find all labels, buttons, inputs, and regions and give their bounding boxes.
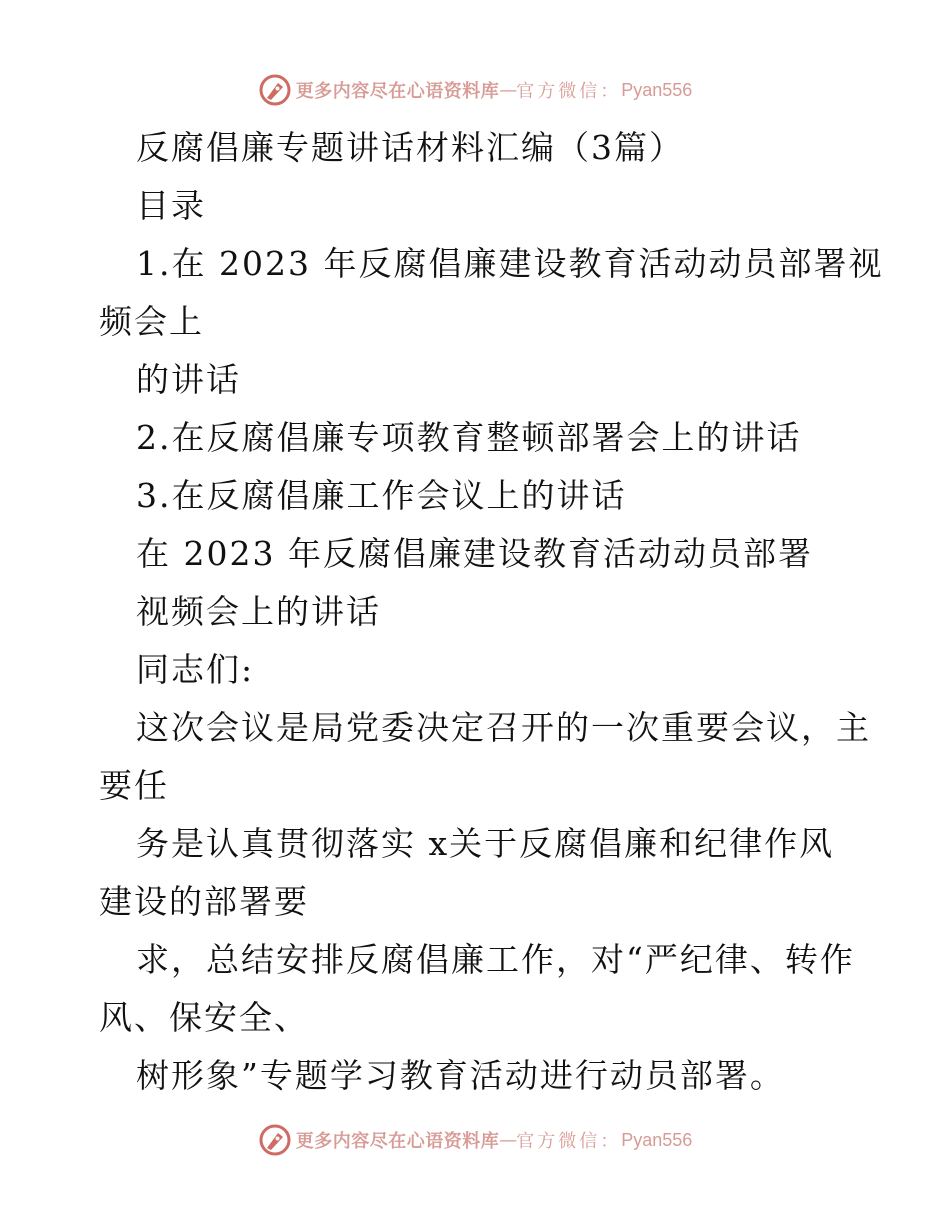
paragraph-line-7: 树形象”专题学习教育活动进行动员部署。 bbox=[136, 1056, 785, 1095]
paragraph-line-5: 求，总结安排反腐倡廉工作，对“严纪律、转作 bbox=[136, 940, 855, 979]
toc-item-1-cont2: 的讲话 bbox=[136, 360, 241, 399]
paragraph-line-3: 务是认真贯彻落实 x关于反腐倡廉和纪律作风 bbox=[136, 824, 835, 863]
toc-heading: 目录 bbox=[136, 186, 206, 225]
watermark-official-label: 官方微信： bbox=[516, 81, 622, 102]
toc-item-1: 1.在 2023 年反腐倡廉建设教育活动动员部署视 bbox=[136, 244, 884, 283]
watermark-wechat-id: Pyan556 bbox=[621, 1129, 693, 1150]
watermark-dash: — bbox=[499, 1129, 517, 1151]
speech-title: 在 2023 年反腐倡廉建设教育活动动员部署 bbox=[136, 534, 813, 573]
document-title: 反腐倡廉专题讲话材料汇编（3篇） bbox=[136, 128, 684, 167]
paragraph-line-1: 这次会议是局党委决定召开的一次重要会议，主 bbox=[136, 708, 871, 747]
watermark-wechat-id: Pyan556 bbox=[621, 79, 693, 100]
paragraph-line-6: 风、保安全、 bbox=[99, 998, 309, 1037]
watermark-dash: — bbox=[499, 79, 517, 101]
watermark-banner-bottom bbox=[0, 1122, 950, 1158]
toc-item-2: 2.在反腐倡廉专项教育整顿部署会上的讲话 bbox=[136, 418, 802, 457]
salutation: 同志们: bbox=[136, 650, 255, 689]
watermark-main-text: 更多内容尽在心语资料库 bbox=[295, 1131, 500, 1152]
paragraph-line-4: 建设的部署要 bbox=[99, 882, 309, 921]
watermark-official-label: 官方微信： bbox=[516, 1131, 622, 1152]
watermark-main-text: 更多内容尽在心语资料库 bbox=[295, 81, 500, 102]
pen-nib-logo-icon bbox=[258, 1123, 292, 1157]
toc-item-1-cont: 频会上 bbox=[99, 302, 204, 341]
speech-title-cont: 视频会上的讲话 bbox=[136, 592, 381, 631]
toc-item-3: 3.在反腐倡廉工作会议上的讲话 bbox=[136, 476, 627, 515]
paragraph-line-2: 要任 bbox=[99, 766, 169, 805]
